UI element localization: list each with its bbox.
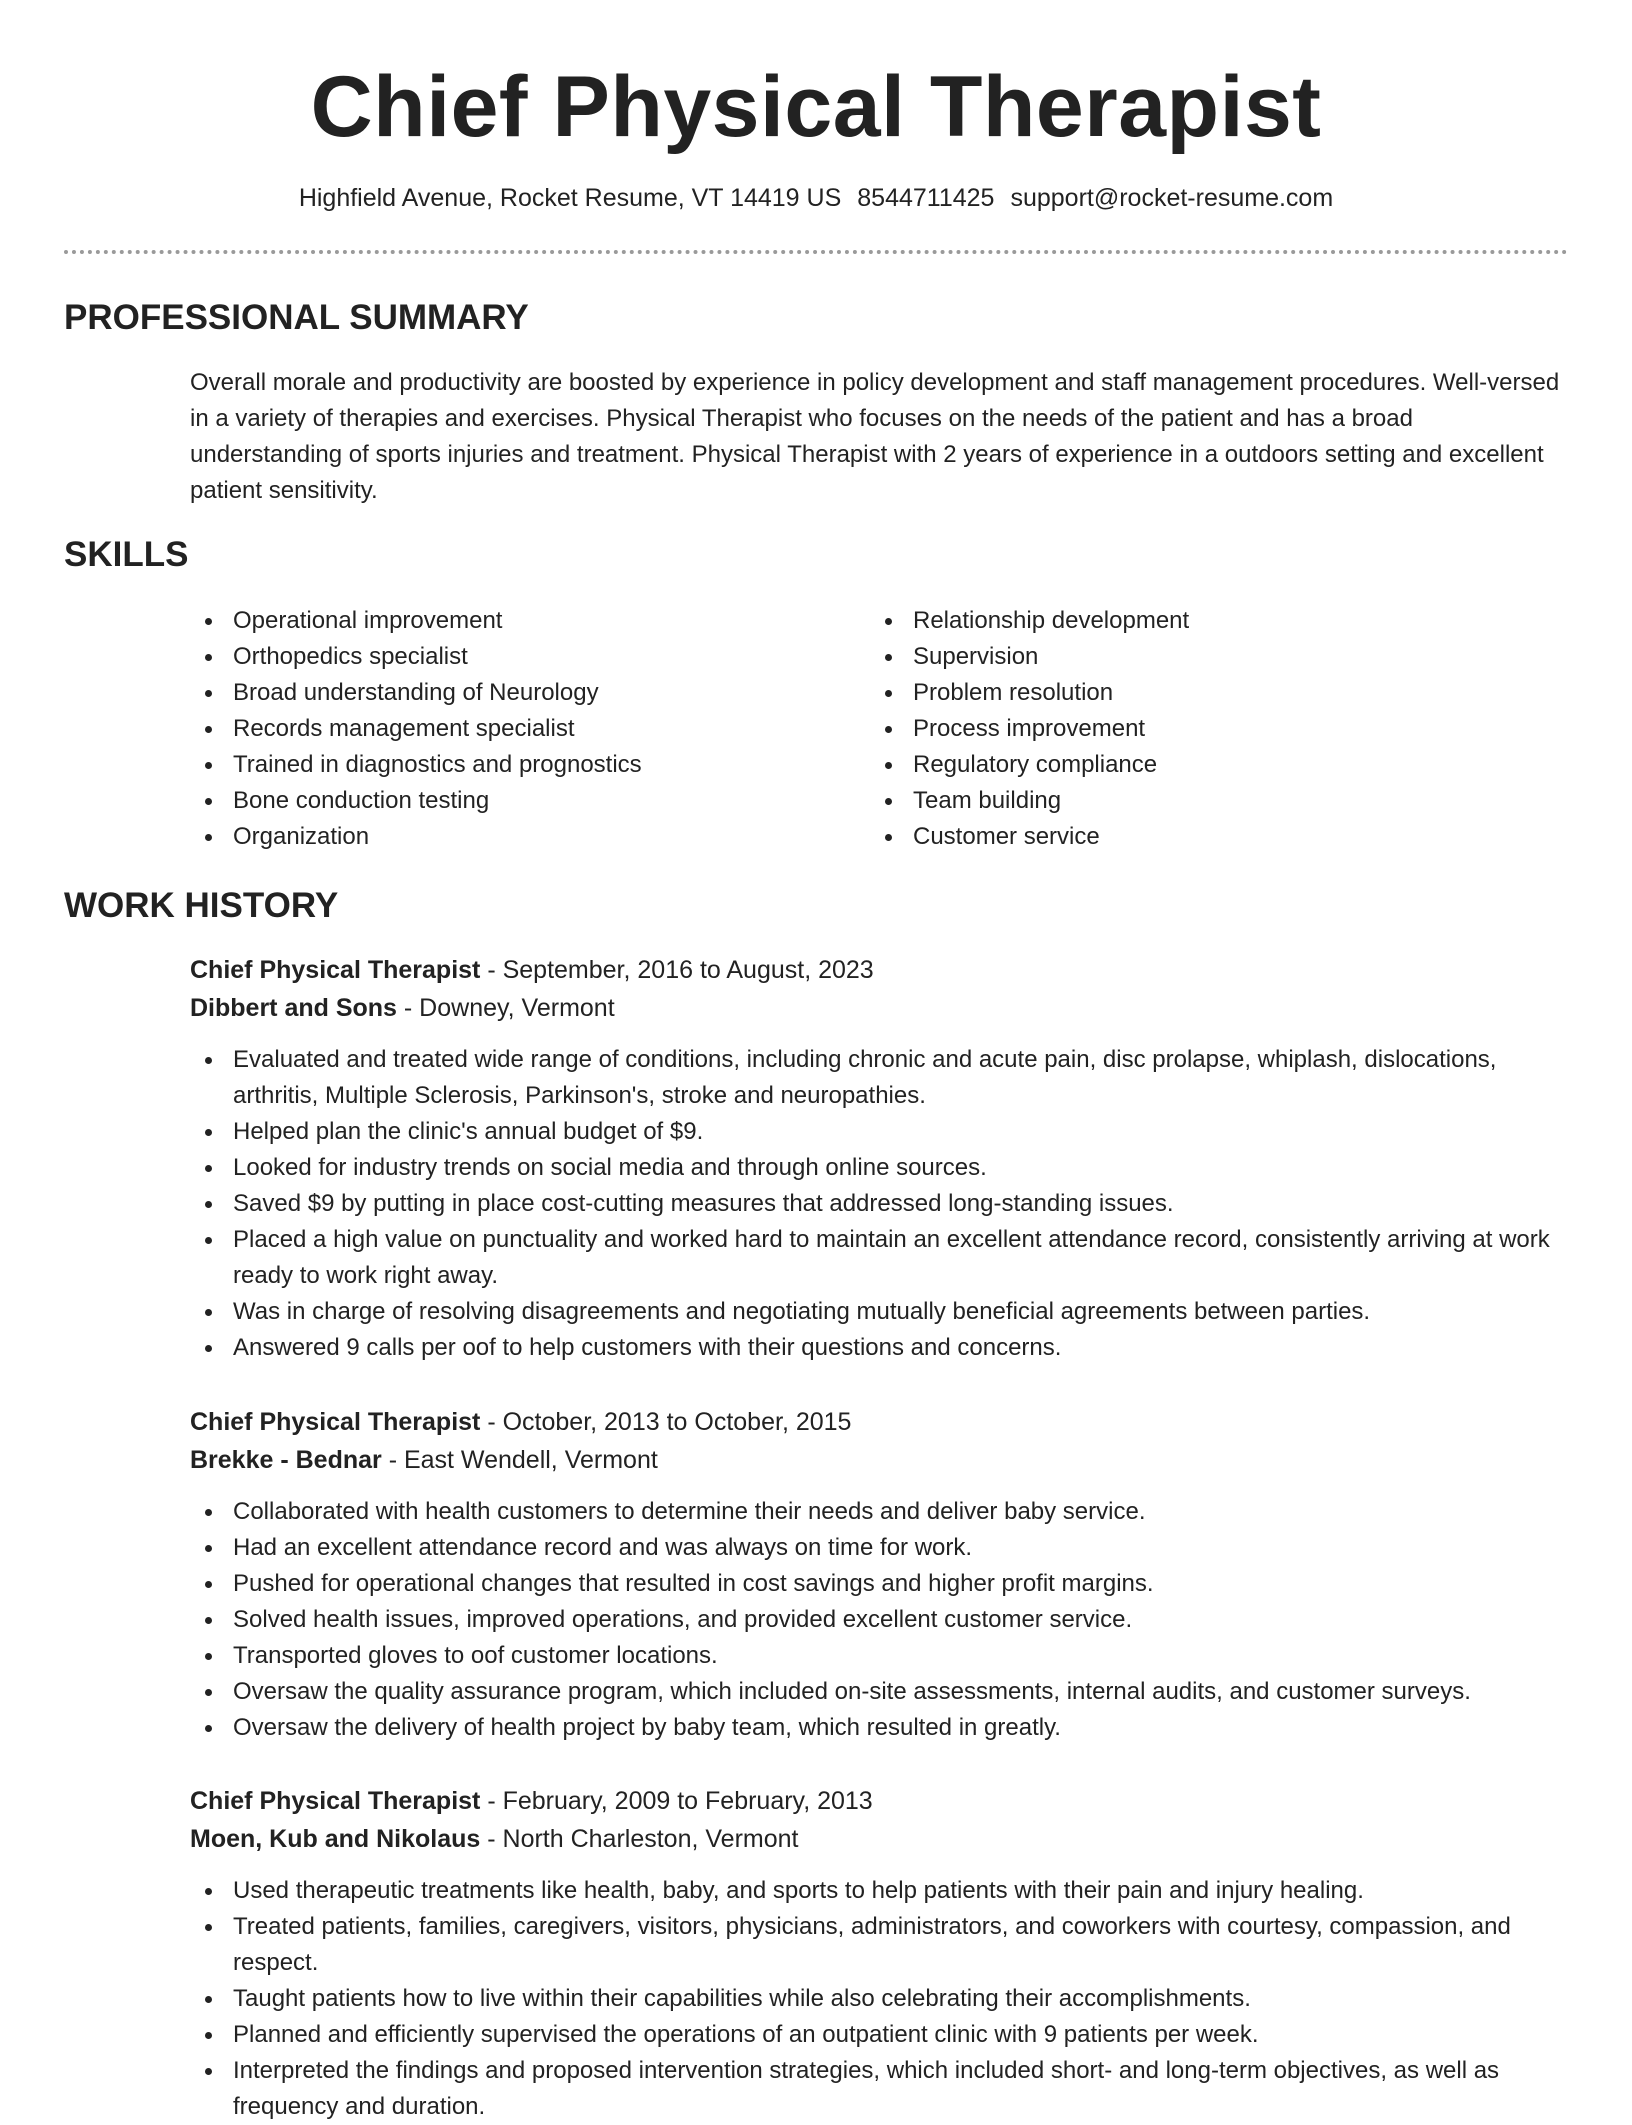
job-company: Moen, Kub and Nikolaus bbox=[190, 1825, 481, 1853]
skills-column-right bbox=[870, 603, 1550, 855]
job-bullet: Interpreted the findings and proposed intervention strategies, which included short- and long-term objectives, as well as frequency and duration. bbox=[190, 2053, 1580, 2125]
job-bullet: Saved $9 by putting in place cost-cutting measures that addressed long-standing issues. bbox=[190, 1186, 1580, 1222]
job-bullet: Treated patients, families, caregivers, visitors, physicians, administrators, and coworkers with courtesy, compassion, and respect. bbox=[190, 1909, 1580, 1981]
resume-name: Chief Physical Therapist bbox=[310, 59, 1322, 155]
job-bullet: Oversaw the delivery of health project by baby team, which resulted in greatly. bbox=[190, 1710, 1580, 1746]
skill-item: Process improvement bbox=[870, 711, 1550, 747]
job-bullet: Taught patients how to live within their capabilities while also celebrating their accomplishments. bbox=[190, 1981, 1580, 2017]
skills-column-left bbox=[190, 603, 870, 855]
contact-phone: 8544711425 bbox=[857, 184, 995, 212]
job-bullets bbox=[190, 1042, 1580, 1366]
skill-item: Team building bbox=[870, 783, 1550, 819]
job-bullet: Oversaw the quality assurance program, which included on-site assessments, internal audits, and customer surveys. bbox=[190, 1674, 1580, 1710]
skill-item: Relationship development bbox=[870, 603, 1550, 639]
job-bullet: Placed a high value on punctuality and worked hard to maintain an excellent attendance record, consistently arriving at work ready to work right away. bbox=[190, 1222, 1580, 1294]
job-bullets bbox=[190, 1873, 1580, 2125]
job-dates: - September, 2016 to August, 2023 bbox=[480, 956, 874, 984]
job-bullet: Looked for industry trends on social media and through online sources. bbox=[190, 1150, 1580, 1186]
contact-line bbox=[0, 180, 1632, 216]
job-title-line bbox=[190, 1403, 1580, 1441]
skill-item: Organization bbox=[190, 819, 870, 855]
skill-item: Broad understanding of Neurology bbox=[190, 675, 870, 711]
job-title-line bbox=[190, 1782, 1580, 1820]
job-bullet: Solved health issues, improved operations, and provided excellent customer service. bbox=[190, 1602, 1580, 1638]
job-bullet: Had an excellent attendance record and was always on time for work. bbox=[190, 1530, 1580, 1566]
job-bullet: Answered 9 calls per oof to help customers with their questions and concerns. bbox=[190, 1330, 1580, 1366]
job-dates: - October, 2013 to October, 2015 bbox=[480, 1408, 852, 1436]
job-entry bbox=[190, 1403, 1580, 1746]
skills-heading: SKILLS bbox=[64, 535, 189, 574]
job-company-line bbox=[190, 989, 1580, 1027]
work-history-heading: WORK HISTORY bbox=[64, 886, 339, 925]
skill-item: Problem resolution bbox=[870, 675, 1550, 711]
skill-item: Regulatory compliance bbox=[870, 747, 1550, 783]
job-title: Chief Physical Therapist bbox=[190, 1408, 481, 1436]
header-divider bbox=[64, 250, 1568, 254]
job-bullet: Transported gloves to oof customer locations. bbox=[190, 1638, 1580, 1674]
summary-text: Overall morale and productivity are boosted by experience in policy development and staff management procedures. Well-versed in a variety of therapies and exercises. Physical Therapist who focuses on the needs of the patient and has a broad understanding of sports injuries and treatment. Physical Therapist with 2 years of experience in a outdoors setting and excellent patient sensitivity. bbox=[190, 369, 1560, 504]
job-entry bbox=[190, 951, 1580, 1366]
skill-item: Orthopedics specialist bbox=[190, 639, 870, 675]
job-title-line bbox=[190, 951, 1580, 989]
job-bullet: Evaluated and treated wide range of conditions, including chronic and acute pain, disc prolapse, whiplash, dislocations, arthritis, Multiple Sclerosis, Parkinson's, stroke and neuropathies. bbox=[190, 1042, 1580, 1114]
job-bullet: Used therapeutic treatments like health, baby, and sports to help patients with their pain and injury healing. bbox=[190, 1873, 1580, 1909]
skill-item: Customer service bbox=[870, 819, 1550, 855]
job-location: - Downey, Vermont bbox=[396, 994, 615, 1022]
contact-address: Highfield Avenue, Rocket Resume, VT 14419 US bbox=[298, 184, 842, 212]
job-title: Chief Physical Therapist bbox=[190, 956, 481, 984]
summary-heading: PROFESSIONAL SUMMARY bbox=[64, 298, 529, 337]
skill-item: Bone conduction testing bbox=[190, 783, 870, 819]
job-company-line bbox=[190, 1441, 1580, 1479]
job-entry bbox=[190, 1782, 1580, 2125]
job-bullet: Was in charge of resolving disagreements and negotiating mutually beneficial agreements between parties. bbox=[190, 1294, 1580, 1330]
job-bullet: Pushed for operational changes that resulted in cost savings and higher profit margins. bbox=[190, 1566, 1580, 1602]
job-company-line bbox=[190, 1820, 1580, 1858]
job-company: Dibbert and Sons bbox=[190, 994, 397, 1022]
skills-list bbox=[190, 603, 1570, 855]
job-bullet: Planned and efficiently supervised the operations of an outpatient clinic with 9 patients per week. bbox=[190, 2017, 1580, 2053]
job-company: Brekke - Bednar bbox=[190, 1446, 382, 1474]
skill-item: Supervision bbox=[870, 639, 1550, 675]
skill-item: Operational improvement bbox=[190, 603, 870, 639]
job-bullet: Helped plan the clinic's annual budget of $9. bbox=[190, 1114, 1580, 1150]
job-dates: - February, 2009 to February, 2013 bbox=[480, 1787, 873, 1815]
job-location: - East Wendell, Vermont bbox=[381, 1446, 658, 1474]
job-bullets bbox=[190, 1494, 1580, 1746]
contact-email: support@rocket-resume.com bbox=[1010, 184, 1334, 212]
skill-item: Records management specialist bbox=[190, 711, 870, 747]
job-bullet: Collaborated with health customers to determine their needs and deliver baby service. bbox=[190, 1494, 1580, 1530]
skill-item: Trained in diagnostics and prognostics bbox=[190, 747, 870, 783]
job-title: Chief Physical Therapist bbox=[190, 1787, 481, 1815]
job-location: - North Charleston, Vermont bbox=[480, 1825, 799, 1853]
